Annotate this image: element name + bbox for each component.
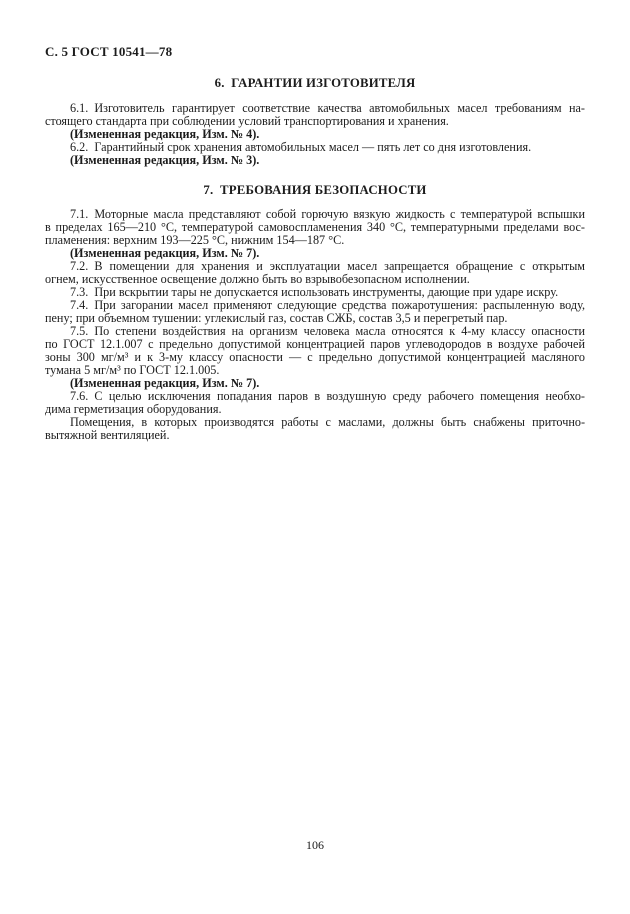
paragraph <box>45 208 585 247</box>
paragraph <box>45 390 585 416</box>
amendment-note <box>45 128 585 141</box>
paragraph <box>45 141 585 154</box>
text-line: 7.5. По степени воздействия на организм человека масла относятся к 4-му классу опасности <box>70 324 585 338</box>
paragraph <box>45 260 585 286</box>
text-line: дима герметизация оборудования. <box>45 402 222 416</box>
text-line: 6.2. Гарантийный срок хранения автомобильных масел — пять лет со дня изготовления. <box>70 139 532 154</box>
text-line: тумана 5 мг/м³ по ГОСТ 12.1.005. <box>45 363 220 377</box>
amendment-note <box>45 154 585 167</box>
paragraph <box>45 102 585 128</box>
text-line: вытяжной вентиляцией. <box>45 428 170 442</box>
page-header: С. 5 ГОСТ 10541—78 <box>45 44 173 59</box>
text-line: Помещения, в которых производятся работы с маслами, должны быть снабжены приточно- <box>70 415 585 429</box>
text-line: пену; при объемном тушении: углекислый газ, состав СЖБ, состав 3,5 и перегретый пар. <box>45 311 508 325</box>
text-line: 7.3. При вскрытии тары не допускается использовать инструменты, дающие при ударе искру. <box>70 285 559 299</box>
text-line: (Измененная редакция, Изм. № 3). <box>70 152 260 167</box>
text-line: (Измененная редакция, Изм. № 7). <box>70 376 260 390</box>
text-line: 7.1. Моторные масла представляют собой горючую вязкую жидкость с температурой вспышки <box>70 207 585 221</box>
paragraph <box>45 325 585 377</box>
document-body <box>45 70 585 442</box>
text-line: 7.2. В помещении для хранения и эксплуатации масел запрещается обращение с открытым <box>70 259 585 273</box>
text-line: в пределах 165—210 °С, температурой самовоспламенения 340 °С, температурными пределами вос- <box>45 220 585 234</box>
text-line: (Измененная редакция, Изм. № 7). <box>70 246 260 260</box>
page-number: 106 <box>306 838 324 852</box>
text-line: 7.4. При загорании масел применяют следующие средства пожаротушения: распыленную воду, <box>70 298 585 312</box>
section-heading: 6. ГАРАНТИИ ИЗГОТОВИТЕЛЯ <box>214 76 416 90</box>
text-line: пламенения: верхним 193—225 °С, нижним 154—187 °С. <box>45 233 345 247</box>
paragraph <box>45 299 585 325</box>
text-line: по ГОСТ 12.1.007 с предельно допустимой концентрацией паров углеводородов в воздухе рабочей <box>45 337 585 351</box>
paragraph <box>45 416 585 442</box>
section-heading: 7. ТРЕБОВАНИЯ БЕЗОПАСНОСТИ <box>203 182 427 197</box>
text-line: 7.6. С целью исключения попадания паров в воздушную среду рабочего помещения необхо- <box>70 389 585 403</box>
text-line: зоны 300 мг/м³ и к 3-му классу опасности — с предельно допустимой концентрацией масляного <box>45 350 585 364</box>
text-line: 6.1. Изготовитель гарантирует соответствие качества автомобильных масел требованиям на- <box>70 100 585 115</box>
text-line: (Измененная редакция, Изм. № 4). <box>70 126 260 141</box>
text-line: огнем, искусственное освещение должно быть во взрывобезопасном исполнении. <box>45 272 470 286</box>
text-line: стоящего стандарта при соблюдении условий транспортирования и хранения. <box>45 113 449 128</box>
